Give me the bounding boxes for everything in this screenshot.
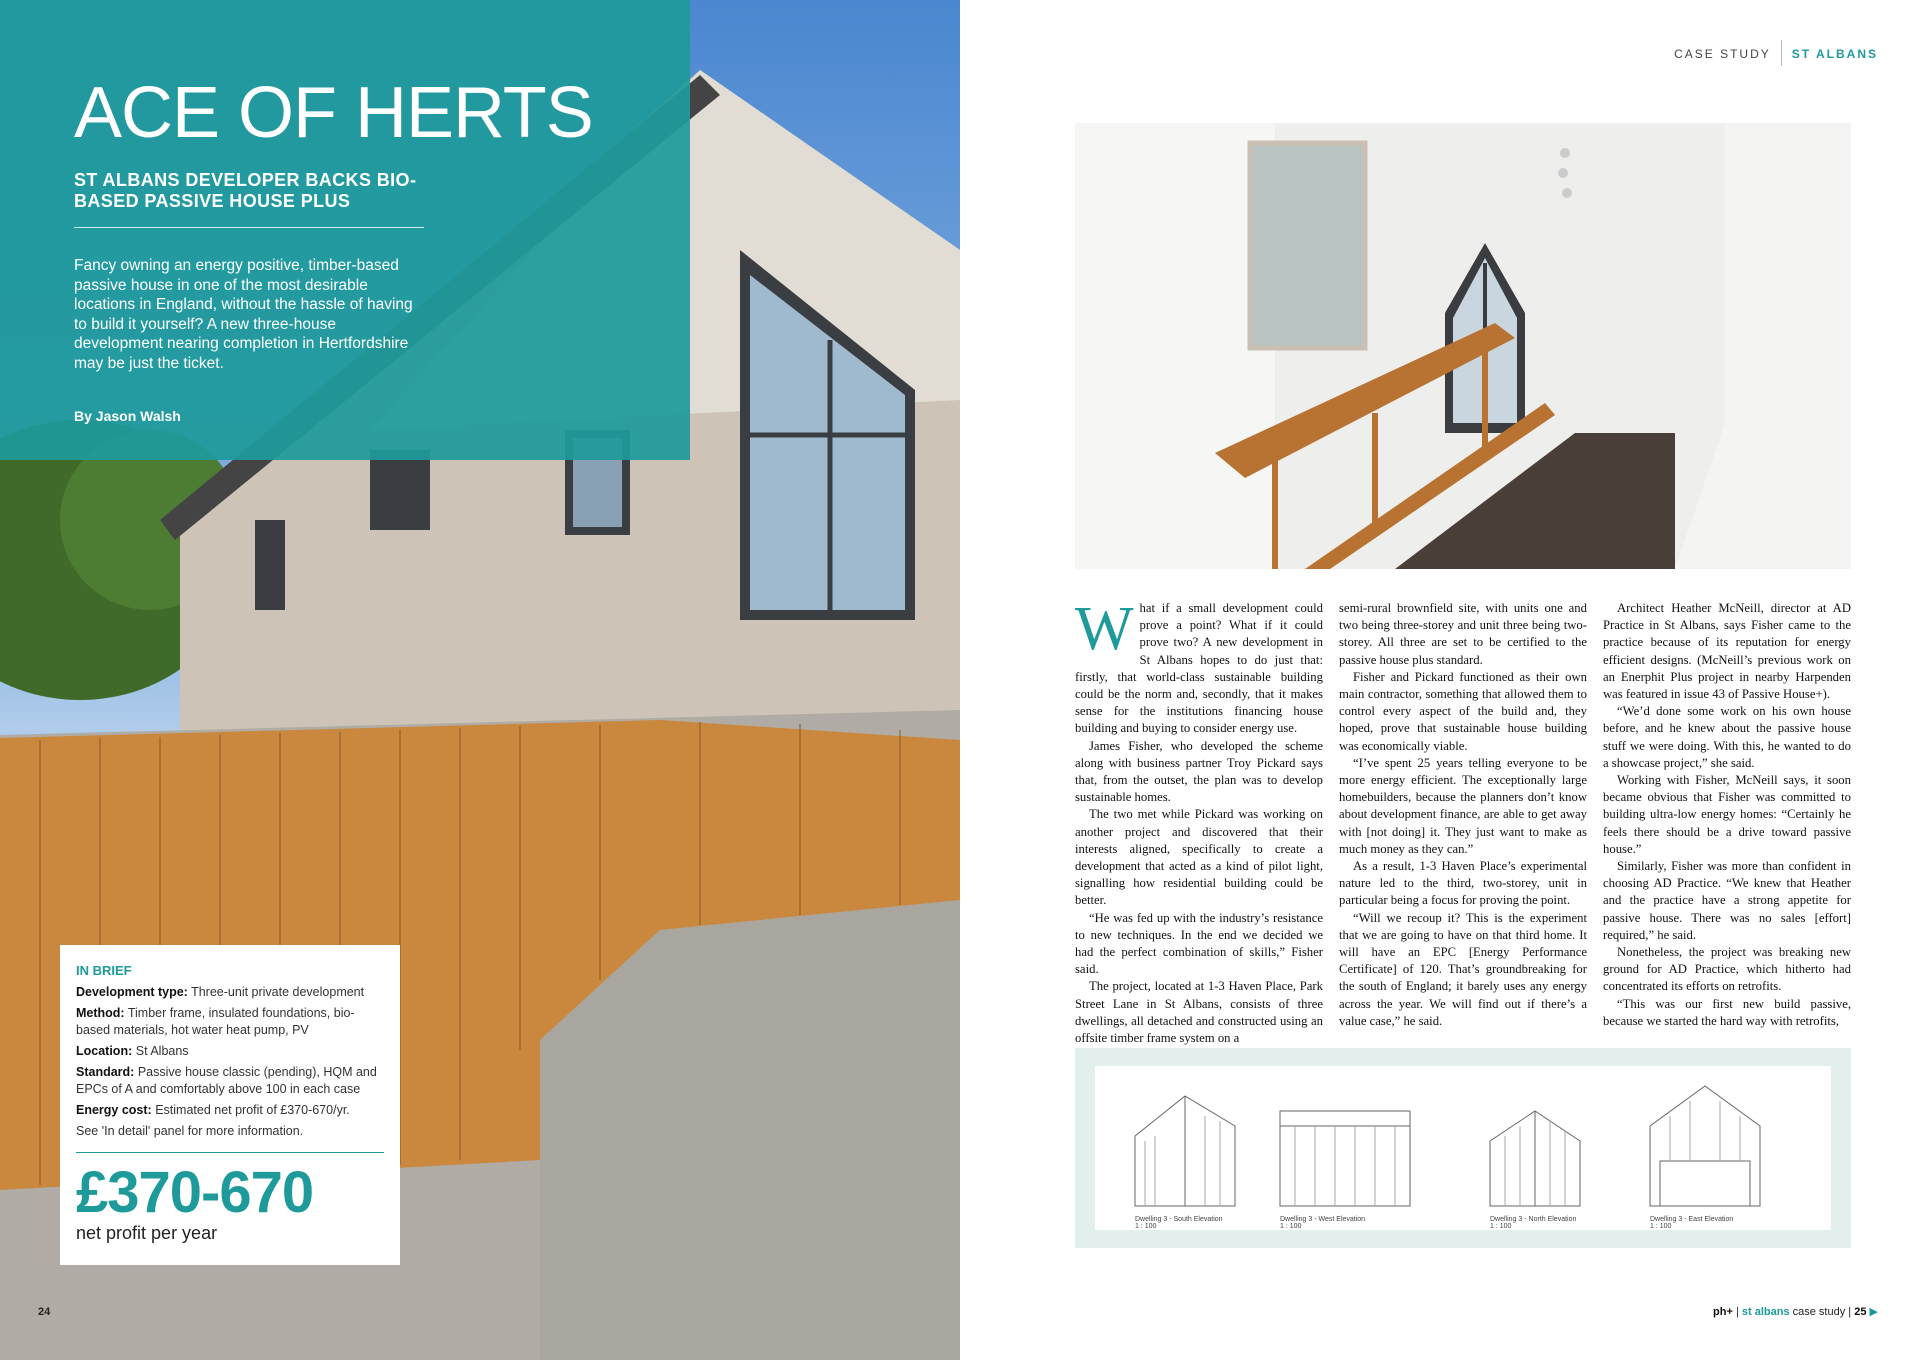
paragraph: “Will we recoup it? This is the experiment that we are going to have on that third home. It will have an EPC [Energy Performance Certificate] of 120. That’s groundbreaking for the south of England; it barely uses any energy across the year. We will find out if there’s a value case,” he said. xyxy=(1339,910,1587,1028)
right-page xyxy=(960,0,1920,1360)
page-number: 25 xyxy=(1854,1306,1867,1318)
paragraph: The project, located at 1-3 Haven Place, Park Street Lane in St Albans, consists of three dwellings, all detached and constructed using an offsite timber frame system on a xyxy=(1075,979,1323,1046)
paragraph: What if a small development could prove a point? What if it could prove two? A new development in St Albans hopes to do just that: firstly, that world-class sustainable building could be the norm and, secondly, that it makes sense for the institutions financing house building and buying to consider energy use. xyxy=(1075,595,1323,736)
paragraph: Working with Fisher, McNeill says, it soon became obvious that Fisher was committed to building ultra-low energy homes: “Certainly he feels there should be a drive toward passive house.” xyxy=(1603,773,1851,856)
paragraph: The two met while Pickard was working on another project and discovered that their interests aligned, specifically to create a development that acted as a kind of pilot light, signalling how residential building could be better. xyxy=(1075,807,1323,908)
paragraph: “This was our first new build passive, because we started the hard way with retrofits, xyxy=(1603,996,1851,1028)
drawing-caption: Dwelling 3 - West Elevation 1 : 100 xyxy=(1280,1216,1366,1230)
brief-item: Development type: Three-unit private development xyxy=(76,985,365,999)
header-case-study: CASE STUDY xyxy=(1674,47,1771,62)
in-brief-title: IN BRIEF xyxy=(76,963,132,978)
paragraph: Fisher and Pickard functioned as their own main contractor, something that allowed them to control every aspect of the build and, they hoped, prove that sustainable house building was economically viable. xyxy=(1339,669,1587,753)
in-brief-box xyxy=(60,945,400,1265)
paragraph: As a result, 1-3 Haven Place’s experimental nature led to the third, two-storey, unit in particular being a focus for proving the point. xyxy=(1339,859,1587,908)
section-header xyxy=(1674,42,1878,68)
paragraph: Similarly, Fisher was more than confident in choosing AD Practice. “We knew that Heather and the practice have a strong appetite for passive house. There was no sales [effort] required,” he said. xyxy=(1603,859,1851,942)
divider xyxy=(74,227,424,228)
brief-note: See 'In detail' panel for more information. xyxy=(76,1124,304,1138)
divider xyxy=(76,1152,384,1153)
title-panel xyxy=(0,0,690,460)
elevation-drawings xyxy=(1075,1048,1851,1248)
drawing-caption: Dwelling 3 - East Elevation 1 : 100 xyxy=(1650,1216,1734,1230)
drawing-caption: Dwelling 3 - South Elevation 1 : 100 xyxy=(1135,1216,1223,1230)
paragraph: “We’d done some work on his own house before, and he knew about the passive house stuff we were doing. With this, he wanted to do a showcase project,” she said. xyxy=(1603,704,1851,770)
subhead: ST ALBANS DEVELOPER BACKS BIO-BASED PASSIVE HOUSE PLUS xyxy=(74,170,417,211)
paragraph: semi-rural brownfield site, with units one and two being three-storey and unit three being two-storey. All three are set to be certified to the passive house plus standard. xyxy=(1339,601,1587,667)
brief-item: Energy cost: Estimated net profit of £370-670/yr. xyxy=(76,1103,350,1117)
page-footer: ph+ | st albans case study | 25 ▶ xyxy=(1713,1306,1878,1318)
paragraph: James Fisher, who developed the scheme along with business partner Troy Pickard says that, from the outset, the plan was to develop sustainable homes. xyxy=(1075,738,1323,805)
footer-mag: ph+ xyxy=(1713,1306,1733,1318)
column-3 xyxy=(1603,600,1851,1047)
paragraph: “He was fed up with the industry’s resistance to new techniques. In the end we decided we had the perfect combination of skills,” Fisher said. xyxy=(1075,910,1323,977)
brief-item: Standard: Passive house classic (pending), HQM and EPCs of A and comfortably above 100 in each case xyxy=(76,1065,377,1096)
profit-caption: net profit per year xyxy=(76,1223,218,1243)
page-number: 24 xyxy=(38,1306,51,1318)
profit-figure: £370-670 xyxy=(76,1160,314,1225)
paragraph: Architect Heather McNeill, director at AD Practice in St Albans, says Fisher came to the practice because of its reputation for energy efficient designs. (McNeill’s previous work on an Enerphit Plus project in nearby Harpenden was featured in issue 43 of Passive House+). xyxy=(1603,601,1851,702)
interior-photo xyxy=(1075,123,1851,569)
column-2 xyxy=(1339,600,1587,1047)
footer-section: st albans xyxy=(1741,1306,1790,1318)
brief-item: Location: St Albans xyxy=(76,1044,189,1058)
paragraph: “I’ve spent 25 years telling everyone to be more energy efficient. The exceptionally large homebuilders, because the planners don’t know about development finance, are able to get away with [not doing] it. They just want to make as much money as they can.” xyxy=(1339,755,1587,856)
byline: By Jason Walsh xyxy=(74,408,181,424)
brief-item: Method: Timber frame, insulated foundations, bio-based materials, hot water heat pump, PV xyxy=(76,1006,355,1037)
headline: ACE OF HERTS xyxy=(74,73,593,153)
body-text xyxy=(1075,595,1851,1047)
elevations-svg xyxy=(1095,1066,1831,1230)
paragraph: Nonetheless, the project was breaking new ground for AD Practice, which hitherto had concentrated its efforts on retrofits. xyxy=(1603,945,1851,994)
column-1 xyxy=(1075,595,1323,1047)
standfirst: Fancy owning an energy positive, timber-based passive house in one of the most desirable locations in England, without the hassle of having to build it yourself? A new three-house development nearing completion in Hertfordshire may be just the ticket. xyxy=(74,257,413,372)
footer-label: case study xyxy=(1792,1306,1846,1318)
arrow-icon: ▶ xyxy=(1869,1306,1878,1318)
drawing-caption: Dwelling 3 - North Elevation 1 : 100 xyxy=(1490,1216,1577,1230)
header-st-albans: ST ALBANS xyxy=(1791,47,1878,62)
drop-cap: W xyxy=(1075,595,1134,663)
